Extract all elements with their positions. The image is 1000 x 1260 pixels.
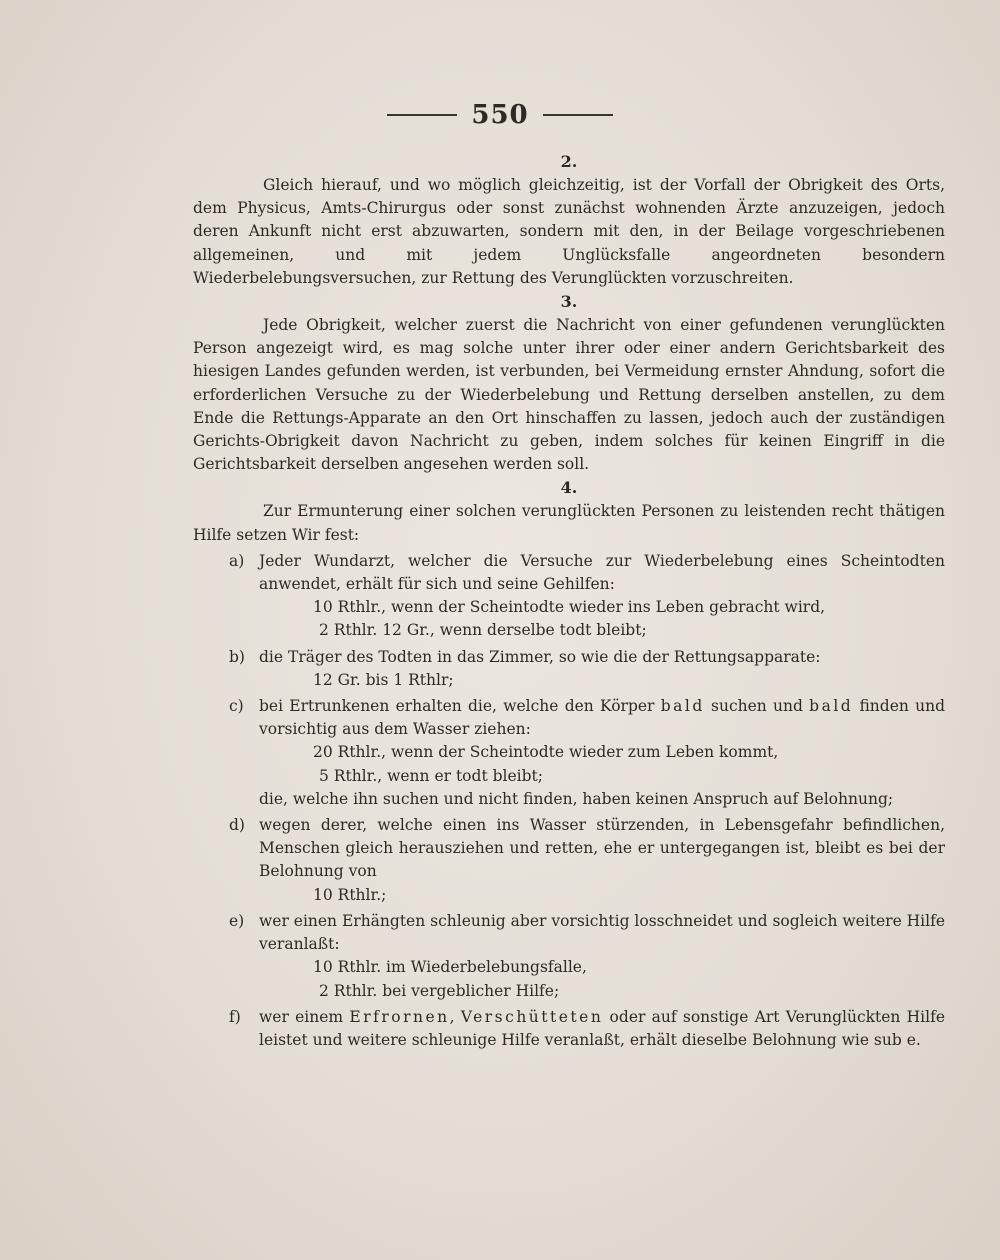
item-d-line-1: 10 Rthlr.;	[313, 885, 387, 904]
section-number-4: 4.	[560, 478, 578, 498]
item-a-text: Jeder Wundarzt, welcher die Versuche zur Wiederbelebung eines Scheintodten anwendet, erhält für sich und seine Gehilfen:	[259, 551, 945, 594]
item-f-text-post: oder auf sonstige Art Verunglückten Hilfe leistet und weitere schleunige Hilfe veranlaßt, erhält dieselbe Belohnung wie sub e.	[259, 1007, 946, 1049]
document-body	[193, 150, 945, 1052]
item-label-b: b)	[229, 647, 245, 666]
list-item-a	[193, 550, 945, 643]
list-item-f	[193, 1006, 945, 1052]
item-d-text: wegen derer, welche einen ins Wasser stürzenden, in Lebensgefahr befindlichen, Menschen gleich herausziehen und retten, ehe er untergegangen ist, bleibt es bei der Belohnung von	[259, 816, 945, 881]
page-number: 550	[471, 100, 529, 130]
item-c-line-3: die, welche ihn suchen und nicht finden, haben keinen Anspruch auf Belohnung;	[259, 789, 894, 808]
item-e-line-2: 2 Rthlr. bei vergeblicher Hilfe;	[319, 981, 560, 1000]
section-number-2: 2.	[560, 152, 578, 171]
item-label-f: f)	[229, 1007, 241, 1026]
list-item-e	[193, 910, 945, 1003]
item-c-text	[259, 695, 945, 741]
item-label-a: a)	[229, 551, 245, 570]
item-a-line-2: 2 Rthlr. 12 Gr., wenn derselbe todt bleibt;	[319, 621, 647, 640]
item-f-text	[259, 1006, 945, 1052]
item-a-line-1: 10 Rthlr., wenn der Scheintodte wieder ins Leben gebracht wird,	[313, 598, 826, 617]
item-c-line-1: 20 Rthlr., wenn der Scheintodte wieder zum Leben kommt,	[313, 743, 779, 762]
item-f-text-pre: wer einem	[259, 1007, 350, 1026]
item-c-text-pre: bei Ertrunkenen erhalten die, welche den Körper	[259, 697, 661, 716]
item-f-emphasis-1: Erfrornen	[349, 1007, 450, 1026]
item-label-c: c)	[229, 697, 244, 716]
list-item-c	[193, 695, 945, 811]
item-e-line-1: 10 Rthlr. im Wiederbelebungsfalle,	[313, 958, 587, 977]
section-2-text: Gleich hierauf, und wo möglich gleichzeitig, ist der Vorfall der Obrigkeit des Orts, dem Physicus, Amts-Chirurgus oder sonst zunächst wohnenden Ärzte anzuzeigen, jedoch deren Ankunft nicht erst abzuwarten, sondern mit den, in der Beilage vorgeschriebenen allgemeinen, und mit jedem Unglücksfalle angeordneten besondern Wiederbelebungsversuchen, zur Rettung des Verunglückten vorzuschreiten.	[193, 176, 945, 287]
item-f-emphasis-2: Verschütteten	[460, 1007, 604, 1026]
item-c-emphasis-2: bald	[809, 697, 854, 716]
section-3-text: Jede Obrigkeit, welcher zuerst die Nachricht von einer gefundenen verunglückten Person angezeigt wird, es mag solche unter ihrer oder einer andern Gerichtsbarkeit des hiesigen Landes gefunden werden, ist verbunden, bei Vermeidung ernster Ahndung, sofort die erforderlichen Versuche zu der Wiederbelebung und Rettung derselben anstellen, zu dem Ende die Rettungs-Apparate an den Ort hinschaffen zu lassen, jedoch auch der zuständigen Gerichts-Obrigkeit davon Nachricht zu geben, indem solches für keinen Eingriff in die Gerichtsbarkeit derselben angesehen werden soll.	[193, 316, 945, 474]
section-4-intro: Zur Ermunterung einer solchen verunglückten Personen zu leistenden recht thätigen Hilfe setzen Wir fest:	[193, 502, 945, 544]
item-b-text: die Träger des Todten in das Zimmer, so wie die der Rettungsapparate:	[259, 647, 821, 666]
list-item-b	[193, 646, 945, 692]
item-f-text-mid: ,	[449, 1007, 461, 1026]
item-label-d: d)	[229, 816, 245, 835]
item-c-text-mid: suchen und	[704, 697, 810, 716]
list-item-d	[193, 814, 945, 907]
section-number-3: 3.	[560, 292, 578, 312]
item-c-emphasis-1: bald	[660, 697, 705, 716]
item-e-text: wer einen Erhängten schleunig aber vorsichtig losschneidet und sogleich weitere Hilfe veranlaßt:	[259, 911, 946, 954]
header-rule-left	[387, 114, 457, 116]
page-header	[0, 100, 1000, 130]
item-label-e: e)	[229, 911, 245, 930]
header-rule-right	[543, 114, 613, 116]
item-c-text-post: finden und vorsichtig aus dem Wasser ziehen:	[259, 697, 945, 739]
item-c-line-2: 5 Rthlr., wenn er todt bleibt;	[319, 766, 543, 785]
item-b-line-1: 12 Gr. bis 1 Rthlr;	[313, 670, 454, 689]
